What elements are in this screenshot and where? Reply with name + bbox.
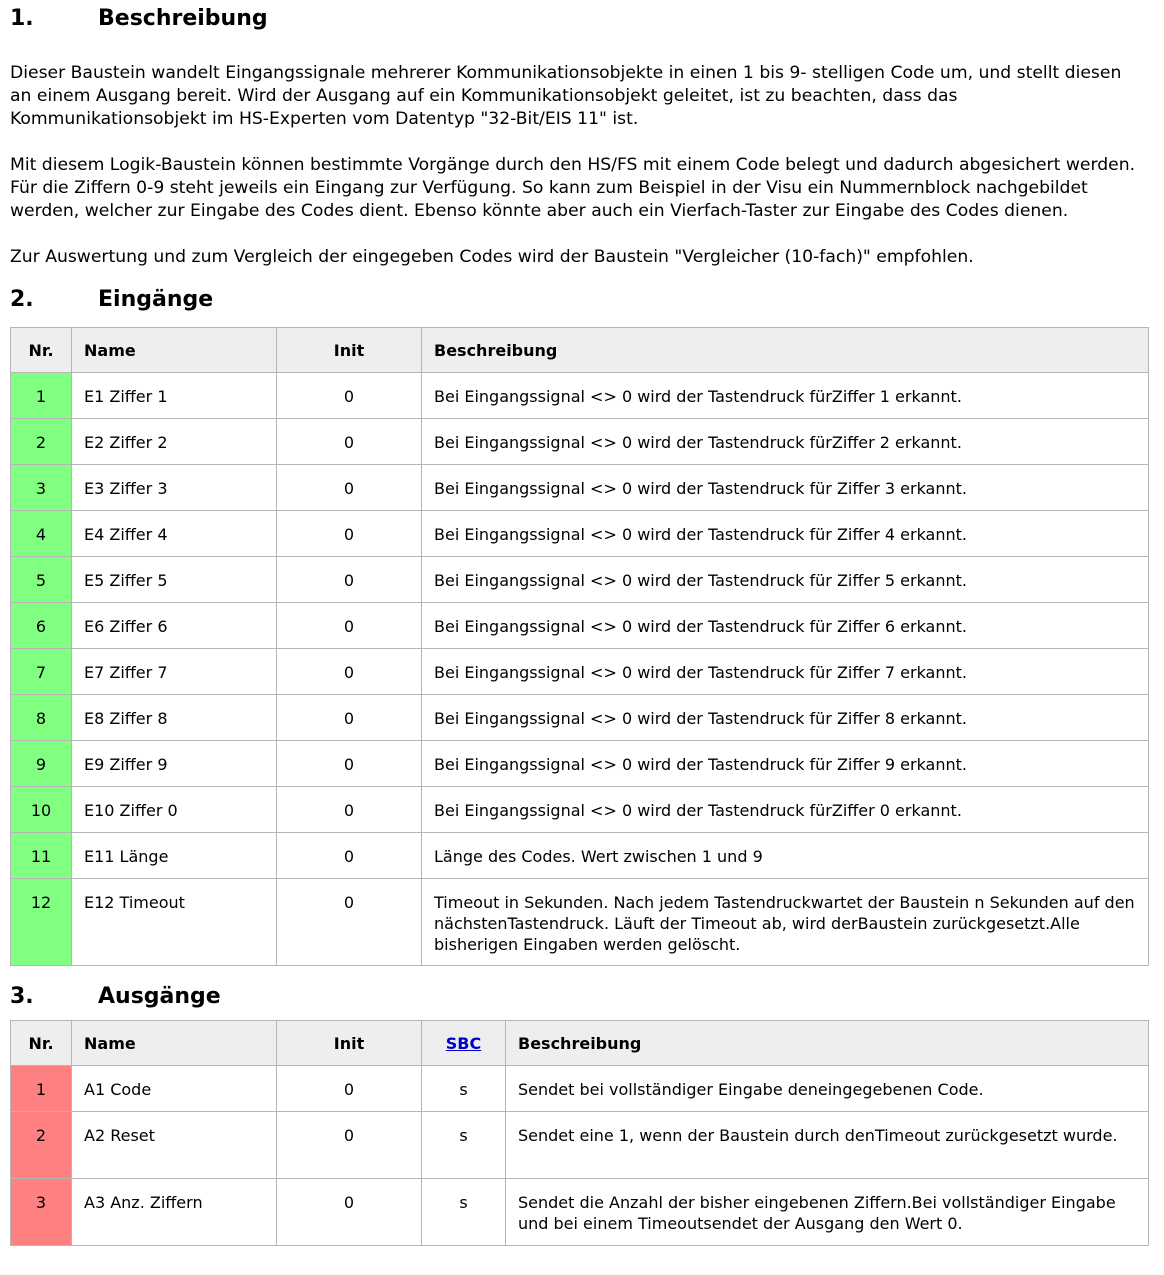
row-description: Bei Eingangssignal <> 0 wird der Tastendruck für Ziffer 5 erkannt.	[422, 557, 1149, 603]
inputs-table	[10, 327, 1149, 966]
row-name: E7 Ziffer 7	[72, 649, 277, 695]
row-description: Bei Eingangssignal <> 0 wird der Tastendruck für Ziffer 4 erkannt.	[422, 511, 1149, 557]
table-row	[11, 1179, 1149, 1246]
table-row	[11, 833, 1149, 879]
section-title: Beschreibung	[98, 5, 268, 31]
row-name: E6 Ziffer 6	[72, 603, 277, 649]
row-name: E11 Länge	[72, 833, 277, 879]
col-header-init: Init	[277, 1021, 422, 1066]
row-number: 5	[11, 557, 72, 603]
row-name: E2 Ziffer 2	[72, 419, 277, 465]
row-name: E9 Ziffer 9	[72, 741, 277, 787]
row-number: 11	[11, 833, 72, 879]
section-number: 2.	[10, 286, 34, 312]
row-name: E3 Ziffer 3	[72, 465, 277, 511]
col-header-name: Name	[72, 328, 277, 373]
row-sbc: s	[422, 1066, 506, 1112]
row-init: 0	[277, 741, 422, 787]
description-paragraph: Mit diesem Logik-Baustein können bestimmte Vorgänge durch den HS/FS mit einem Code belegt und dadurch abgesichert werden. Für die Ziffern 0-9 steht jeweils ein Eingang zur Verfügung. So kann zum Beispiel in der Visu ein Nummernblock nachgebildet werden, welcher zur Eingabe des Codes dient. Ebenso könnte aber auch ein Vierfach-Taster zur Eingabe des Codes dienen.	[10, 155, 1136, 221]
row-number: 3	[11, 465, 72, 511]
table-row	[11, 511, 1149, 557]
row-init: 0	[277, 373, 422, 419]
row-number: 9	[11, 741, 72, 787]
description-paragraph: Dieser Baustein wandelt Eingangssignale mehrerer Kommunikationsobjekte in einen 1 bis 9- stelligen Code um, und stellt diesen an einem Ausgang bereit. Wird der Ausgang auf ein Kommunikationsobjekt geleitet, ist zu beachten, dass das Kommunikationsobjekt im HS-Experten vom Datentyp "32-Bit/EIS 11" ist.	[10, 63, 1122, 129]
row-description: Bei Eingangssignal <> 0 wird der Tastendruck fürZiffer 0 erkannt.	[422, 787, 1149, 833]
row-init: 0	[277, 695, 422, 741]
row-number: 1	[11, 373, 72, 419]
section-title: Ausgänge	[98, 983, 221, 1009]
row-init: 0	[277, 649, 422, 695]
row-number: 4	[11, 511, 72, 557]
table-row	[11, 695, 1149, 741]
row-init: 0	[277, 603, 422, 649]
outputs-table	[10, 1020, 1149, 1246]
row-name: E1 Ziffer 1	[72, 373, 277, 419]
row-name: E12 Timeout	[72, 879, 277, 966]
col-header-init: Init	[277, 328, 422, 373]
row-number: 6	[11, 603, 72, 649]
row-name: A2 Reset	[72, 1112, 277, 1179]
row-name: E8 Ziffer 8	[72, 695, 277, 741]
section-heading-outputs	[10, 978, 1148, 1014]
row-name: A3 Anz. Ziffern	[72, 1179, 277, 1246]
row-description: Bei Eingangssignal <> 0 wird der Tastendruck für Ziffer 8 erkannt.	[422, 695, 1149, 741]
table-row	[11, 787, 1149, 833]
row-init: 0	[277, 787, 422, 833]
row-description: Sendet eine 1, wenn der Baustein durch denTimeout zurückgesetzt wurde.	[506, 1112, 1149, 1179]
row-init: 0	[277, 1112, 422, 1179]
row-number: 10	[11, 787, 72, 833]
row-name: E4 Ziffer 4	[72, 511, 277, 557]
section-title: Eingänge	[98, 286, 214, 312]
row-number: 2	[11, 419, 72, 465]
row-number: 2	[11, 1112, 72, 1179]
row-init: 0	[277, 1179, 422, 1246]
section-number: 1.	[10, 5, 34, 31]
row-description: Bei Eingangssignal <> 0 wird der Tastendruck für Ziffer 6 erkannt.	[422, 603, 1149, 649]
table-header-row	[11, 1021, 1149, 1066]
row-init: 0	[277, 419, 422, 465]
col-header-nr: Nr.	[11, 1021, 72, 1066]
row-name: E5 Ziffer 5	[72, 557, 277, 603]
table-row	[11, 1066, 1149, 1112]
row-sbc: s	[422, 1112, 506, 1179]
row-number: 3	[11, 1179, 72, 1246]
col-header-description: Beschreibung	[422, 328, 1149, 373]
table-row	[11, 1112, 1149, 1179]
row-init: 0	[277, 557, 422, 603]
col-header-name: Name	[72, 1021, 277, 1066]
section-heading-inputs	[10, 281, 1148, 317]
row-description: Bei Eingangssignal <> 0 wird der Tastendruck für Ziffer 7 erkannt.	[422, 649, 1149, 695]
row-description: Sendet bei vollständiger Eingabe deneingegebenen Code.	[506, 1066, 1149, 1112]
table-row	[11, 879, 1149, 966]
row-number: 12	[11, 879, 72, 966]
description-body	[10, 36, 1148, 269]
row-name: E10 Ziffer 0	[72, 787, 277, 833]
row-init: 0	[277, 1066, 422, 1112]
table-row	[11, 419, 1149, 465]
table-row	[11, 557, 1149, 603]
row-sbc: s	[422, 1179, 506, 1246]
col-header-description: Beschreibung	[506, 1021, 1149, 1066]
row-number: 8	[11, 695, 72, 741]
row-description: Bei Eingangssignal <> 0 wird der Tastendruck fürZiffer 2 erkannt.	[422, 419, 1149, 465]
row-init: 0	[277, 833, 422, 879]
section-heading-description	[10, 0, 1148, 36]
description-paragraph: Zur Auswertung und zum Vergleich der eingegeben Codes wird der Baustein "Vergleicher (10-fach)" empfohlen.	[10, 247, 974, 267]
col-header-nr: Nr.	[11, 328, 72, 373]
col-header-sbc	[422, 1021, 506, 1066]
table-row	[11, 465, 1149, 511]
row-init: 0	[277, 879, 422, 966]
row-description: Sendet die Anzahl der bisher eingebenen Ziffern.Bei vollständiger Eingabe und bei einem Timeoutsendet der Ausgang den Wert 0.	[506, 1179, 1149, 1246]
row-description: Bei Eingangssignal <> 0 wird der Tastendruck für Ziffer 9 erkannt.	[422, 741, 1149, 787]
row-number: 7	[11, 649, 72, 695]
sbc-link[interactable]: SBC	[445, 1034, 482, 1053]
row-description: Länge des Codes. Wert zwischen 1 und 9	[422, 833, 1149, 879]
row-number: 1	[11, 1066, 72, 1112]
row-description: Bei Eingangssignal <> 0 wird der Tastendruck für Ziffer 3 erkannt.	[422, 465, 1149, 511]
table-row	[11, 603, 1149, 649]
row-init: 0	[277, 511, 422, 557]
row-name: A1 Code	[72, 1066, 277, 1112]
row-description: Timeout in Sekunden. Nach jedem Tastendruckwartet der Baustein n Sekunden auf den nächstenTastendruck. Läuft der Timeout ab, wird derBaustein zurückgesetzt.Alle bisherigen Eingaben werden gelöscht.	[422, 879, 1149, 966]
section-number: 3.	[10, 983, 34, 1009]
row-description: Bei Eingangssignal <> 0 wird der Tastendruck fürZiffer 1 erkannt.	[422, 373, 1149, 419]
table-row	[11, 741, 1149, 787]
row-init: 0	[277, 465, 422, 511]
table-row	[11, 649, 1149, 695]
table-header-row	[11, 328, 1149, 373]
table-row	[11, 373, 1149, 419]
